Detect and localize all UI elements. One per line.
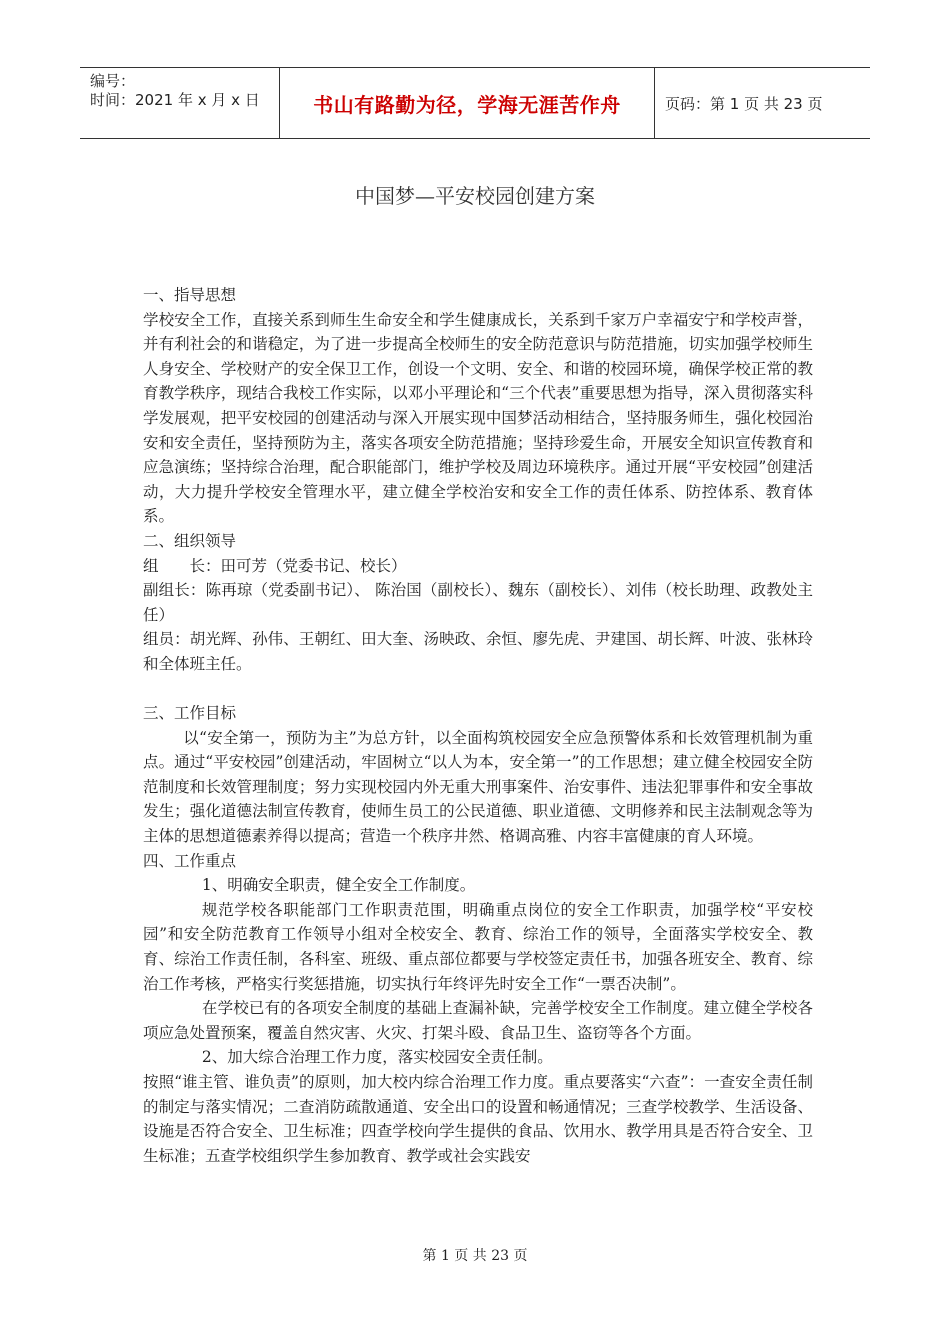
motto-text: 书山有路勤为径，学海无涯苦作舟 [313,92,621,117]
body-paragraph: 按照“谁主管、谁负责”的原则，加大校内综合治理工作力度。重点要落实“六查”：一查安全责任制的制定与落实情况；二查消防疏散通道、安全出口的设置和畅通情况；三查学校教学、生活设备、设施是否符合安全、卫生标准；四查学校向学生提供的食品、饮用水、教学用具是否符合安全、卫生标准；五查学校组织学生参加教育、教学或社会实践安 [143,1073,813,1165]
header-page-code-cell [655,68,870,138]
section-heading: 四、工作重点 [143,851,237,870]
page-footer: 第 1 页 共 23 页 [422,1248,528,1264]
body-paragraph: 以“安全第一，预防为主”为总方针，以全面构筑校园安全应急预警体系和长效管理机制为重点。通过“平安校园”创建活动，牢固树立“以人为本，安全第一”的工作思想；建立健全校园安全防范制度和长效管理制度；努力实现校园内外无重大刑事案件、治安事件、违法犯罪事件和安全事故发生；强化道德法制宣传教育，使师生员工的公民道德、职业道德、文明修养和民主法制观念等为主体的思想道德素养得以提高；营造一个秩序井然、格调高雅、内容丰富健康的育人环境。 [143,728,813,846]
section-heading: 三、工作目标 [143,704,237,723]
document-header [80,67,870,139]
subsection-heading: 2、加大综合治理工作力度，落实校园安全责任制。 [201,1048,553,1067]
subsection-heading: 1、明确安全职责，健全安全工作制度。 [201,876,476,895]
body-paragraph: 学校安全工作，直接关系到师生生命安全和学生健康成长，关系到千家万户幸福安宁和学校声誉，并有利社会的和谐稳定，为了进一步提高全校师生的安全防范意识与防范措施，切实加强学校师生人身安全、学校财产的安全保卫工作，创设一个文明、安全、和谐的校园环境，确保学校正常的教育教学秩序，现结合我校工作实际，以邓小平理论和“三个代表”重要思想为指导，深入贯彻落实科学发展观，把平安校园的创建活动与深入开展实现中国梦活动相结合，坚持服务师生，强化校园治安和安全责任，坚持预防为主，落实各项安全防范措施；坚持珍爱生命，开展安全知识宣传教育和应急演练；坚持综合治理，配合职能部门，维护学校及周边环境秩序。通过开展“平安校园”创建活动，大力提升学校安全管理水平，建立健全学校治安和安全工作的责任体系、防控体系、教育体系。 [143,310,813,526]
document-body [143,283,813,1168]
section-heading: 一、指导思想 [143,286,237,304]
deputy-leader-line: 副组长：陈再琼（党委副书记）、 陈治国（副校长）、魏东（副校长）、刘伟（校长助理、政教处主任） [143,581,813,624]
document-title: 中国梦—平安校园创建方案 [355,184,595,208]
section-heading: 二、组织领导 [143,531,237,550]
number-label: 编号： [90,72,136,90]
body-paragraph: 规范学校各职能部门工作职责范围，明确重点岗位的安全工作职责，加强学校“平安校园”和安全防范教育工作领导小组对全校安全、教育、综治工作的领导，全面落实学校安全、教育、综治工作责任制，各科室、班级、重点部位都要与学校签定责任书，加强各班安全、教育、综治工作考核，严格实行奖惩措施，切实执行年终评先时安全工作“一票否决制”。 [143,900,813,993]
body-paragraph: 在学校已有的各项安全制度的基础上查漏补缺，完善学校安全工作制度。建立健全学校各项应急处置预案，覆盖自然灾害、火灾、打架斗殴、食品卫生、盗窃等各个方面。 [143,999,813,1042]
header-meta [80,68,280,138]
leader-line: 组 长：田可芳（党委书记、校长） [143,556,407,575]
page-code: 页码：第 1 页 共 23 页 [665,94,823,113]
members-line: 组员：胡光辉、孙伟、王朝红、田大奎、汤映政、余恒、廖先虎、尹建国、胡长辉、叶波、张林玲和全体班主任。 [143,630,813,673]
time-label: 时间：2021 年 x 月 x 日 [90,91,260,109]
header-motto-cell [280,68,655,138]
